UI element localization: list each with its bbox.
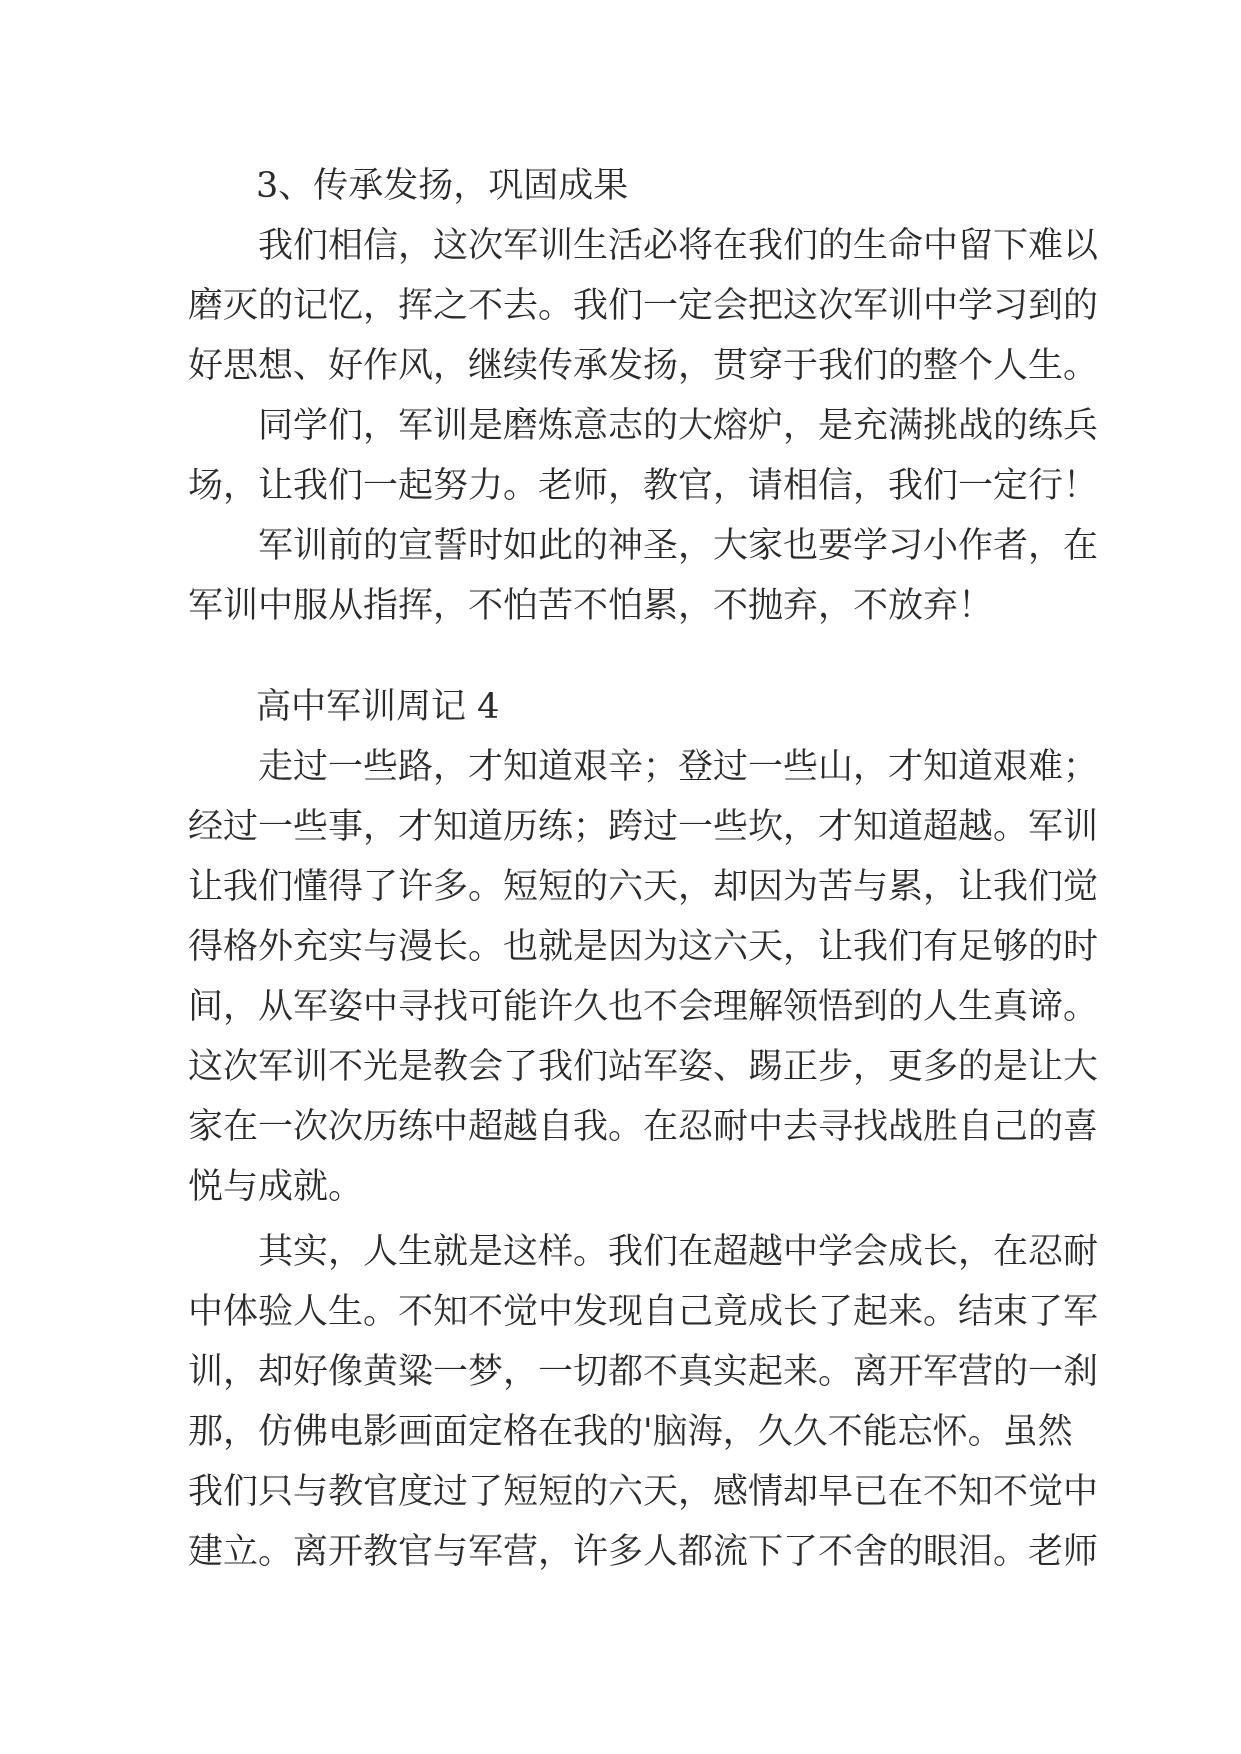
paragraph-line: 那，仿佛电影画面定格在我的'脑海，久久不能忘怀。虽然 xyxy=(188,1412,1073,1452)
paragraph-line: 好思想、好作风，继续传承发扬，贯穿于我们的整个人生。 xyxy=(188,346,1099,386)
paragraph-line: 间，从军姿中寻找可能许久也不会理解领悟到的人生真谛。 xyxy=(188,987,1099,1027)
paragraph-line: 这次军训不光是教会了我们站军姿、踢正步，更多的是让大 xyxy=(188,1047,1099,1087)
paragraph-line: 家在一次次历练中超越自我。在忍耐中去寻找战胜自己的喜 xyxy=(188,1107,1099,1147)
paragraph-line: 悦与成就。 xyxy=(188,1167,364,1207)
paragraph-line: 让我们懂得了许多。短短的六天，却因为苦与累，让我们觉 xyxy=(188,867,1099,907)
article-title: 高中军训周记 4 xyxy=(256,687,500,727)
paragraph-line: 得格外充实与漫长。也就是因为这六天，让我们有足够的时 xyxy=(188,927,1099,967)
paragraph-line: 中体验人生。不知不觉中发现自己竟成长了起来。结束了军 xyxy=(188,1292,1099,1332)
paragraph-line: 训，却好像黄粱一梦，一切都不真实起来。离开军营的一刹 xyxy=(188,1352,1099,1392)
section-heading: 3、传承发扬，巩固成果 xyxy=(256,166,629,206)
paragraph-line: 磨灭的记忆，挥之不去。我们一定会把这次军训中学习到的 xyxy=(188,286,1099,326)
paragraph-line: 军训中服从指挥，不怕苦不怕累，不抛弃，不放弃！ xyxy=(188,586,994,626)
paragraph-line: 经过一些事，才知道历练；跨过一些坎，才知道超越。军训 xyxy=(188,807,1099,847)
paragraph-line: 建立。离开教官与军营，许多人都流下了不舍的眼泪。老师 xyxy=(188,1532,1099,1572)
paragraph-line: 我们相信，这次军训生活必将在我们的生命中留下难以 xyxy=(258,226,1099,266)
paragraph-line: 场，让我们一起努力。老师，教官，请相信，我们一定行！ xyxy=(188,466,1099,506)
paragraph-line: 我们只与教官度过了短短的六天，感情却早已在不知不觉中 xyxy=(188,1472,1099,1512)
paragraph-line: 同学们，军训是磨炼意志的大熔炉，是充满挑战的练兵 xyxy=(258,406,1099,446)
paragraph-line: 军训前的宣誓时如此的神圣，大家也要学习小作者，在 xyxy=(258,526,1099,566)
paragraph-line: 走过一些路，才知道艰辛；登过一些山，才知道艰难； xyxy=(258,747,1099,787)
paragraph-line: 其实，人生就是这样。我们在超越中学会成长，在忍耐 xyxy=(258,1232,1099,1272)
